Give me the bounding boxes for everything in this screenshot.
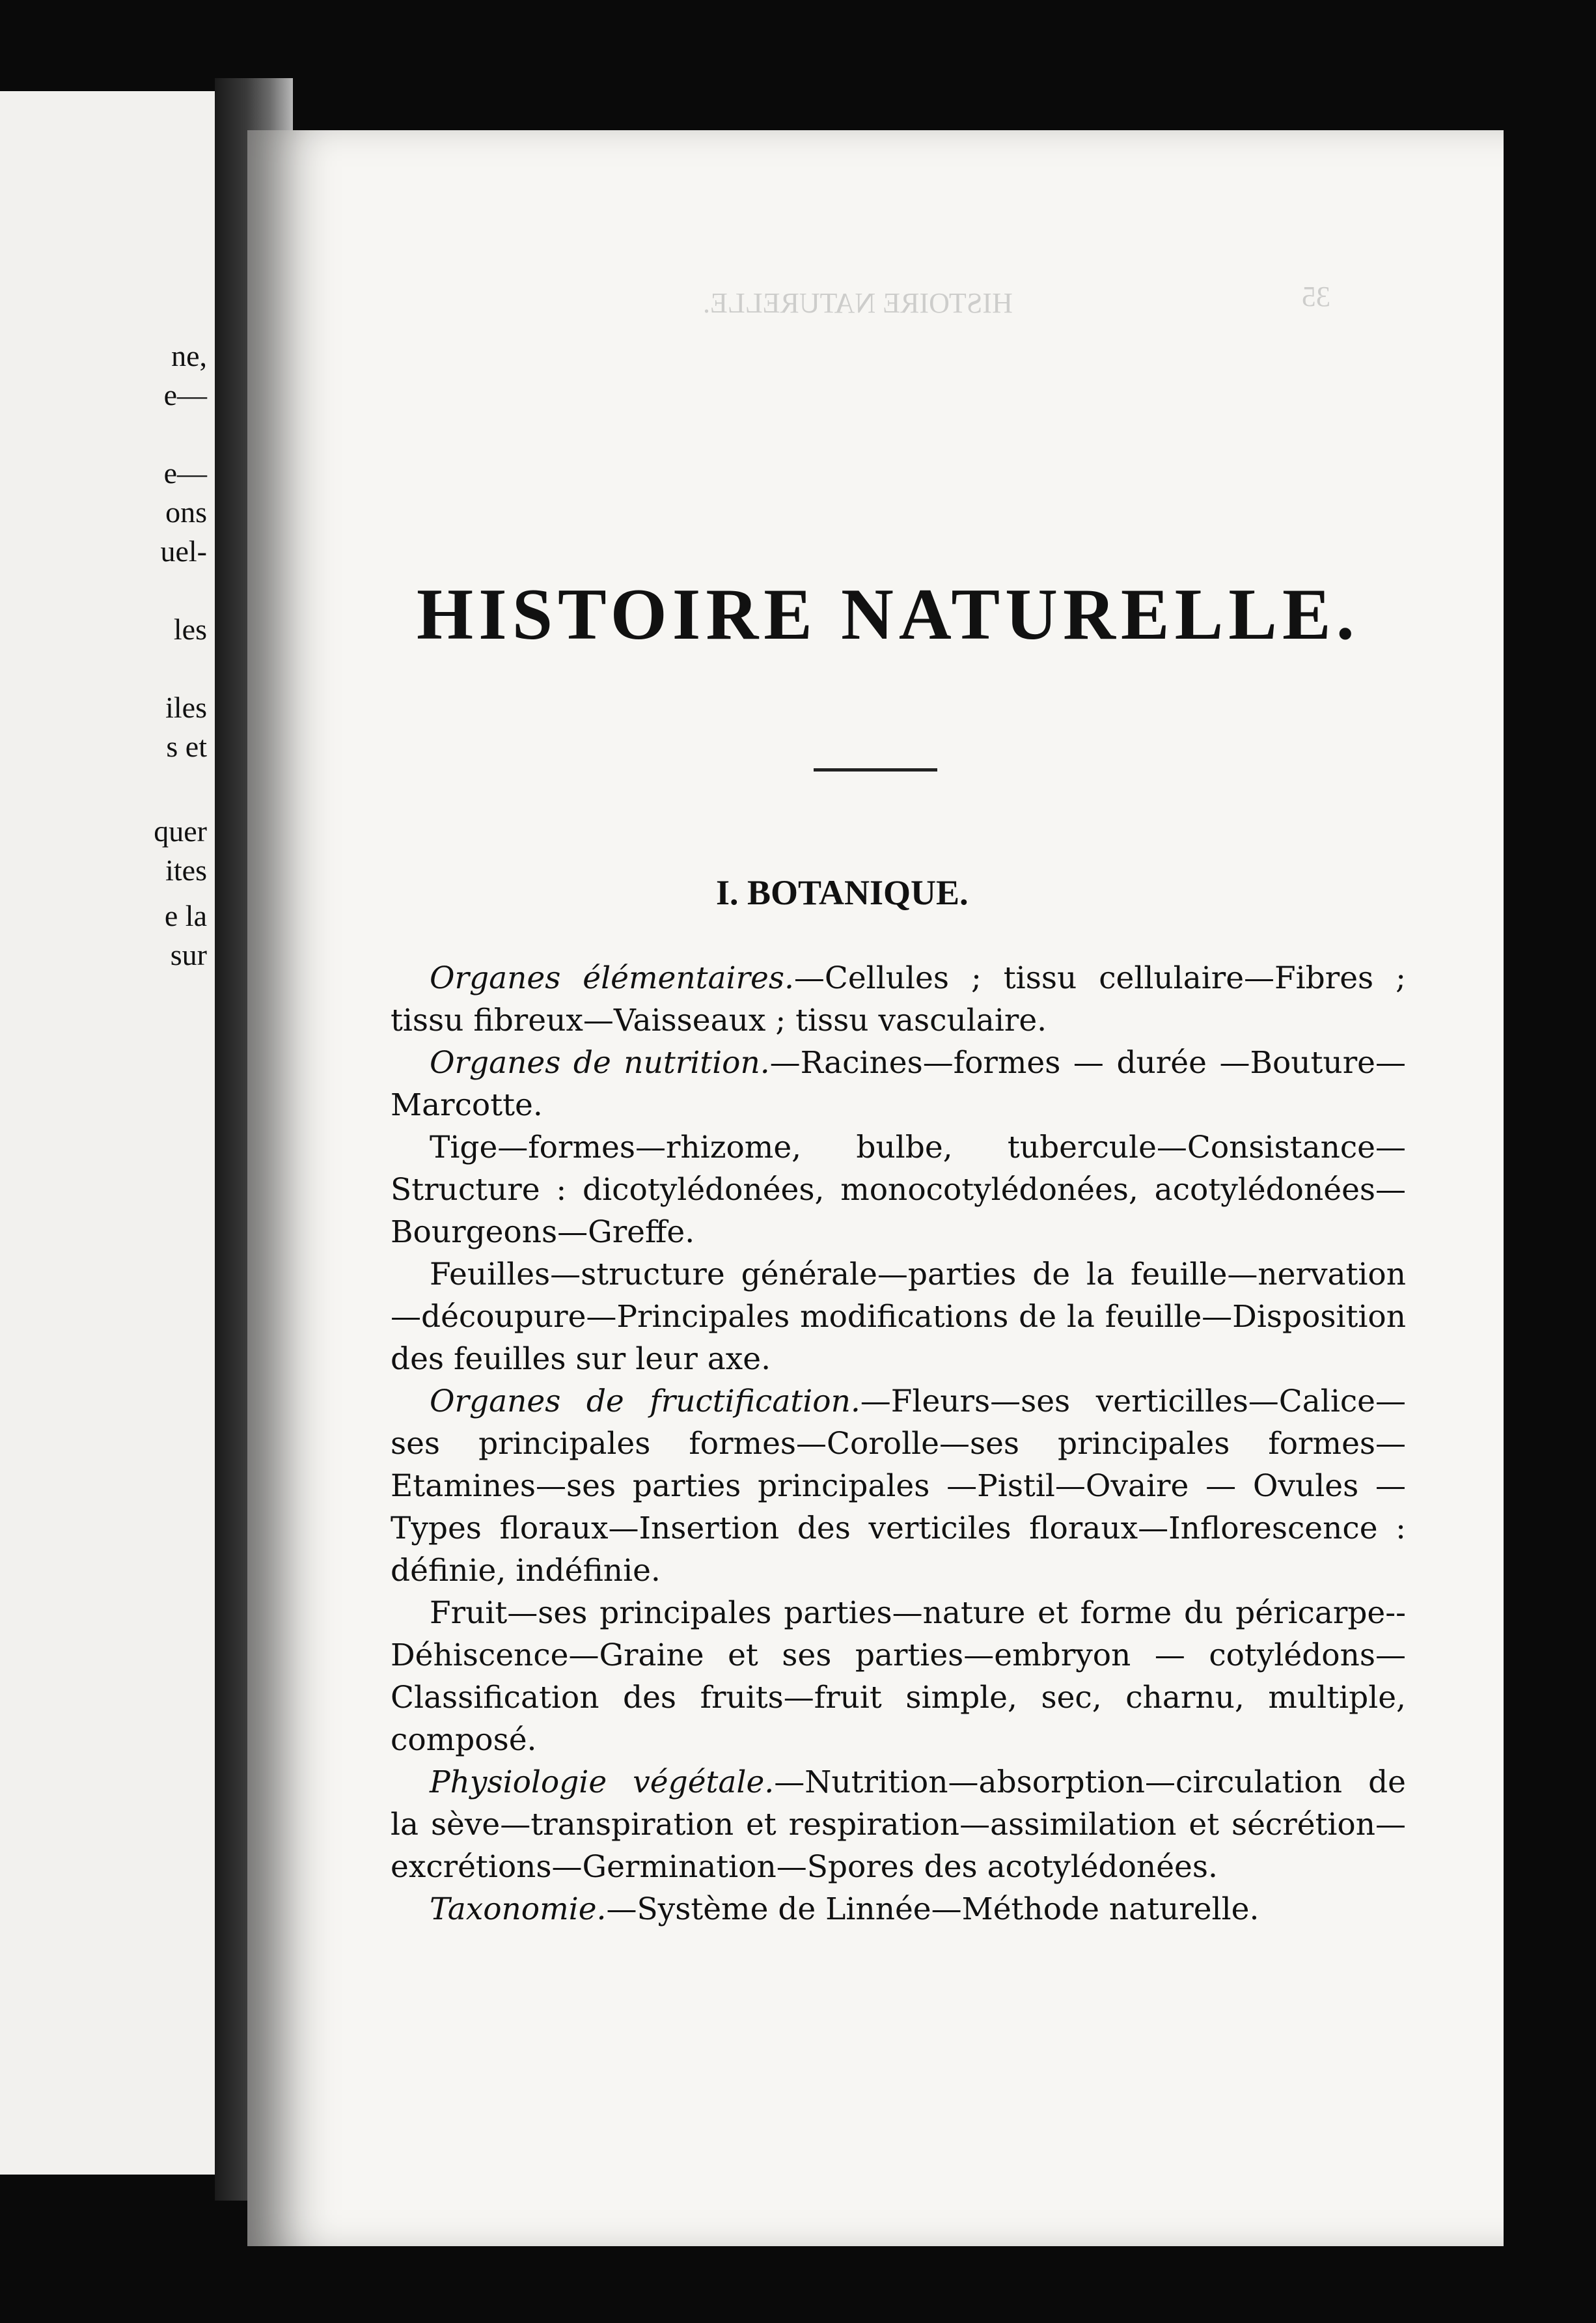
paragraph-text: Fruit—ses principales parties—nature et forme du péricarpe--Déhiscence—Graine et ses parties—embryon — cotylédons—Classification des fruits—fruit simple, sec, charnu, multiple, composé. xyxy=(391,1595,1406,1758)
paragraph-label: Organes de nutrition. xyxy=(430,1045,770,1081)
page-number-bleed: 35 xyxy=(1302,281,1330,313)
left-text-fragment: e la xyxy=(164,899,207,932)
paragraph xyxy=(391,1380,1406,1592)
paragraph-label: Organes élémentaires. xyxy=(430,960,794,996)
paragraph xyxy=(391,1126,1406,1253)
paragraph xyxy=(391,1592,1406,1761)
left-text-fragment: e— xyxy=(163,456,207,490)
left-text-fragment: uel- xyxy=(160,535,207,568)
paragraph xyxy=(391,1253,1406,1380)
page-title: HISTOIRE NATURELLE. xyxy=(417,574,1360,655)
book-page xyxy=(247,130,1504,2246)
paragraph-label: Organes de fructification. xyxy=(430,1384,860,1419)
paragraph-text: Feuilles—structure générale—parties de la feuille—nervation—découpure—Principales modifications de la feuille—Disposition des feuilles sur leur axe. xyxy=(391,1257,1406,1377)
left-text-fragment: iles xyxy=(165,691,207,724)
left-text-fragment: les xyxy=(173,613,207,646)
title-rule xyxy=(814,768,937,772)
left-text-fragment: ites xyxy=(165,854,207,887)
paragraph-text: —Nutrition—absorption—circulation de la sève—transpiration et respiration—assimilation et sécrétion—excrétions—Germination—Spores des acotylédonées. xyxy=(391,1764,1406,1885)
running-header-bleed: HISTOIRE NATURELLE. xyxy=(703,287,1013,319)
paragraph-label: Physiologie végétale. xyxy=(430,1764,775,1800)
left-page-fragment xyxy=(0,91,215,2175)
paragraph xyxy=(391,1888,1406,1930)
section-heading: I. BOTANIQUE. xyxy=(716,873,969,912)
paragraph xyxy=(391,1761,1406,1888)
paragraph-text: —Système de Linnée—Méthode naturelle. xyxy=(606,1891,1259,1927)
paragraph-text: Tige—formes—rhizome, bulbe, tubercule—Consistance—Structure : dicotylédonées, monocotylédonées, acotylédonées—Bourgeons—Greffe. xyxy=(391,1130,1406,1250)
paragraph-text: —Cellules ; tissu cellulaire—Fibres ; tissu fibreux—Vaisseaux ; tissu vasculaire. xyxy=(391,960,1406,1038)
paragraph xyxy=(391,957,1406,1042)
left-text-fragment: quer xyxy=(154,814,207,848)
left-text-fragment: sur xyxy=(170,938,207,971)
left-text-fragment: ons xyxy=(165,495,207,529)
paragraph-text: —Racines—formes — durée —Bouture—Marcotte. xyxy=(391,1045,1406,1123)
left-text-fragment: ne, xyxy=(171,339,207,372)
left-text-fragment: e— xyxy=(163,378,207,411)
left-text-fragment: s et xyxy=(166,730,207,763)
paragraph xyxy=(391,1042,1406,1126)
section-body xyxy=(391,957,1406,1930)
paragraph-text: —Fleurs—ses verticilles—Calice—ses principales formes—Corolle—ses principales formes—Etamines—ses parties principales —Pistil—Ovaire — Ovules — Types floraux—Insertion des verticiles floraux—Inflorescence : définie, indéfinie. xyxy=(391,1384,1406,1589)
paragraph-label: Taxonomie. xyxy=(430,1891,607,1927)
